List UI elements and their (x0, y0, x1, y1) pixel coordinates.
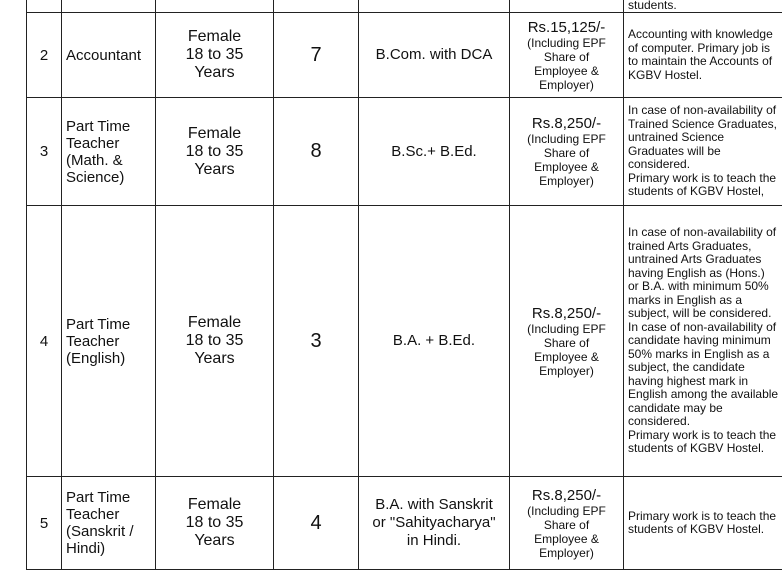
post-line: Accountant (66, 46, 142, 64)
remark-line: untrained Science (628, 130, 725, 145)
remark-line: students of KGBV Hostel, (628, 184, 765, 199)
age-line: 18 to 35 (185, 332, 244, 349)
cell-remarks (624, 206, 782, 477)
salary-detail: Share of (543, 335, 590, 350)
remark-line: Primary work is to teach the (628, 508, 777, 523)
remark-line: to maintain the Accounts of (628, 54, 773, 68)
salary-detail: Employer) (539, 363, 594, 378)
salary-detail: Employer) (539, 174, 594, 188)
remark-line: considered. (628, 157, 691, 172)
cell-remarks: students. (624, 0, 782, 13)
remark-line: students of KGBV Hostel. (628, 441, 765, 456)
cell-qualification (359, 477, 510, 570)
remark-line: Primary work is to teach the (628, 427, 777, 442)
age-line: Years (194, 350, 235, 367)
age-line: Years (194, 160, 235, 178)
age-line: Years (194, 64, 235, 81)
remark-line: subject, will be considered. (628, 306, 772, 321)
salary-detail: Employer) (539, 545, 594, 560)
remark-line: considered. (628, 414, 691, 429)
remark-line: of computer. Primary job is (628, 40, 771, 55)
post-line: Teacher (66, 506, 120, 523)
post-line: Teacher (66, 332, 120, 350)
cell-post (62, 98, 156, 206)
remark-line: or B.A. with minimum 50% (628, 279, 769, 294)
cell-salary (510, 0, 624, 13)
cell-qualification (359, 0, 510, 13)
age-line: Female (187, 314, 242, 331)
cell-posts: 7 (274, 13, 359, 98)
cell-remarks (624, 13, 782, 98)
cell-salary (510, 98, 624, 206)
qual-line: B.Com. with DCA (375, 46, 493, 63)
table-row (27, 206, 782, 477)
remark-line: Trained Science Graduates, (628, 116, 777, 131)
remark-line: Accounting with knowledge (628, 27, 773, 41)
qual-line: in Hindi. (406, 532, 462, 549)
salary-detail: Employee & (534, 160, 599, 174)
remark-line: In case of non-availability of (628, 319, 777, 334)
cell-age (156, 206, 274, 477)
cell-posts: 3 (274, 206, 359, 477)
cell-salary (510, 206, 624, 477)
cell-sl: 3 (27, 98, 62, 206)
cell-sl: 2 (27, 13, 62, 98)
cell-age (156, 13, 274, 98)
post-line: Part Time (66, 315, 131, 333)
table-row-top-partial (27, 0, 782, 13)
remark-line: KGBV Hostel. (628, 67, 703, 82)
qual-line: B.A. + B.Ed. (392, 332, 476, 349)
salary-amount: Rs.15,125/- (527, 18, 606, 36)
remark-line: having English as (Hons.) (628, 265, 765, 280)
post-line: (Sanskrit / (66, 523, 134, 540)
cell-age (156, 98, 274, 206)
cell-remarks (624, 98, 782, 206)
cell-salary (510, 13, 624, 98)
cell-sl: 5 (27, 477, 62, 570)
post-line: (Math. & (66, 151, 123, 169)
post-line: Part Time (66, 489, 131, 506)
cell-posts: 8 (274, 98, 359, 206)
salary-detail: Share of (543, 517, 590, 532)
cell-age (156, 477, 274, 570)
cell-remarks (624, 477, 782, 570)
remark-line: Primary work is to teach the (628, 170, 777, 185)
remark-line: In case of non-availability of (628, 225, 777, 240)
salary-detail: (Including EPF (527, 503, 606, 518)
age-line: Female (187, 124, 242, 142)
vacancy-table (26, 0, 782, 570)
remark-line: candidate may be (628, 400, 723, 415)
salary-amount: Rs.8,250/- (531, 486, 602, 504)
remark-line: English among the available (628, 387, 779, 402)
salary-detail: Share of (543, 146, 590, 160)
salary-detail: (Including EPF (527, 35, 606, 50)
table-row (27, 13, 782, 98)
remark-line: having highest mark in (628, 373, 749, 388)
cell-age (156, 0, 274, 13)
remark-line: subject, the candidate (628, 360, 745, 375)
qual-line: or "Sahityacharya" (372, 514, 496, 531)
table-row (27, 98, 782, 206)
remark-line: Graduates will be (628, 143, 721, 158)
remark-line: marks in English as a (628, 292, 743, 307)
remark-line: 50% marks in English as a (628, 346, 770, 361)
post-line: Teacher (66, 134, 120, 152)
age-line: 18 to 35 (185, 46, 244, 63)
cell-posts (274, 0, 359, 13)
cell-posts: 4 (274, 477, 359, 570)
salary-detail: Employee & (534, 349, 599, 364)
salary-amount: Rs.8,250/- (531, 115, 602, 132)
salary-detail: (Including EPF (527, 321, 606, 336)
cell-post (62, 477, 156, 570)
age-line: 18 to 35 (185, 514, 244, 531)
age-line: Female (187, 28, 242, 45)
remark-line: untrained Arts Graduates (628, 252, 762, 267)
age-line: Years (194, 532, 235, 549)
cell-qualification (359, 206, 510, 477)
age-line: Female (187, 496, 242, 513)
salary-amount: Rs.8,250/- (531, 304, 602, 322)
cell-sl: 4 (27, 206, 62, 477)
post-line: (English) (66, 349, 126, 367)
post-line: Science) (66, 168, 125, 186)
remark-line: trained Arts Graduates, (628, 238, 752, 253)
cell-salary (510, 477, 624, 570)
remark-line: candidate having minimum (628, 333, 771, 348)
salary-detail: (Including EPF (527, 132, 606, 146)
salary-detail: Employer) (539, 77, 594, 92)
cell-post (62, 0, 156, 13)
table-row (27, 477, 782, 570)
cell-qualification (359, 98, 510, 206)
post-line: Part Time (66, 117, 131, 135)
remark-line: students of KGBV Hostel. (628, 522, 765, 536)
qual-line: B.A. with Sanskrit (375, 496, 493, 513)
post-line: Hindi) (66, 540, 106, 557)
cell-post (62, 13, 156, 98)
age-line: 18 to 35 (185, 142, 244, 160)
cell-qualification (359, 13, 510, 98)
salary-detail: Share of (543, 49, 590, 64)
remark-line: In case of non-availability of (628, 103, 777, 118)
cell-post (62, 206, 156, 477)
salary-detail: Employee & (534, 63, 599, 78)
salary-detail: Employee & (534, 531, 599, 546)
qual-line: B.Sc.+ B.Ed. (391, 142, 477, 160)
cell-sl (27, 0, 62, 13)
